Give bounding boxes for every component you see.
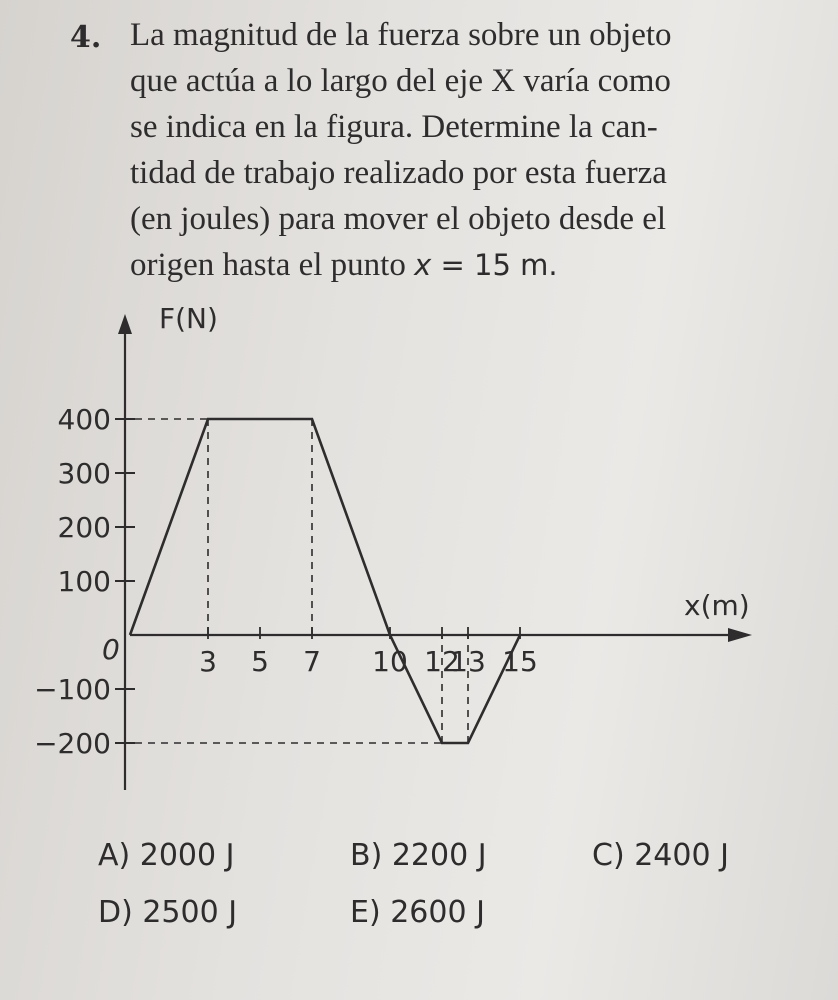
math-expression: = 15 m. — [431, 248, 558, 282]
y-tick-label: 200 — [57, 511, 111, 544]
x-tick-label: 5 — [251, 645, 269, 678]
problem-line: (en joules) para mover el objeto desde el — [130, 201, 667, 237]
x-tick-label: 13 — [450, 645, 486, 678]
answer-option-d[interactable]: D) 2500 J — [98, 895, 238, 930]
x-tick-label: 12 — [424, 645, 460, 678]
y-tick-label: −200 — [34, 727, 111, 760]
x-axis-title: x(m) — [684, 589, 750, 622]
x-tick-label: 3 — [199, 645, 217, 678]
x-tick-label: 15 — [502, 645, 538, 678]
y-tick-label: 300 — [57, 457, 111, 490]
force-curve — [130, 419, 520, 743]
problem-line: tidad de trabajo realizado por esta fuerza — [130, 155, 667, 191]
answer-option-a[interactable]: A) 2000 J — [98, 838, 235, 873]
force-position-graph — [0, 290, 838, 810]
problem-text — [130, 12, 780, 288]
problem-number: 4. — [70, 20, 102, 55]
answer-option-c[interactable]: C) 2400 J — [592, 838, 729, 873]
problem-line: que actúa a lo largo del eje X varía como — [130, 63, 671, 99]
x-axis-arrow — [728, 628, 752, 642]
y-axis-title: F(N) — [159, 302, 218, 335]
y-tick-label: 400 — [57, 403, 111, 436]
origin-label: 0 — [102, 633, 120, 666]
y-tick-label: −100 — [34, 673, 111, 706]
problem-line: se indica en la figura. Determine la can- — [130, 109, 658, 145]
x-tick-label: 7 — [303, 645, 321, 678]
answer-option-b[interactable]: B) 2200 J — [350, 838, 487, 873]
problem-line-last — [130, 242, 780, 288]
x-tick-label: 10 — [372, 645, 408, 678]
y-axis-arrow — [118, 314, 132, 334]
problem-line-text: origen hasta el punto — [130, 247, 415, 283]
y-tick-label: 100 — [57, 565, 111, 598]
problem-line: La magnitud de la fuerza sobre un objeto — [130, 17, 672, 53]
answer-option-e[interactable]: E) 2600 J — [350, 895, 485, 930]
math-variable: x — [414, 248, 432, 282]
